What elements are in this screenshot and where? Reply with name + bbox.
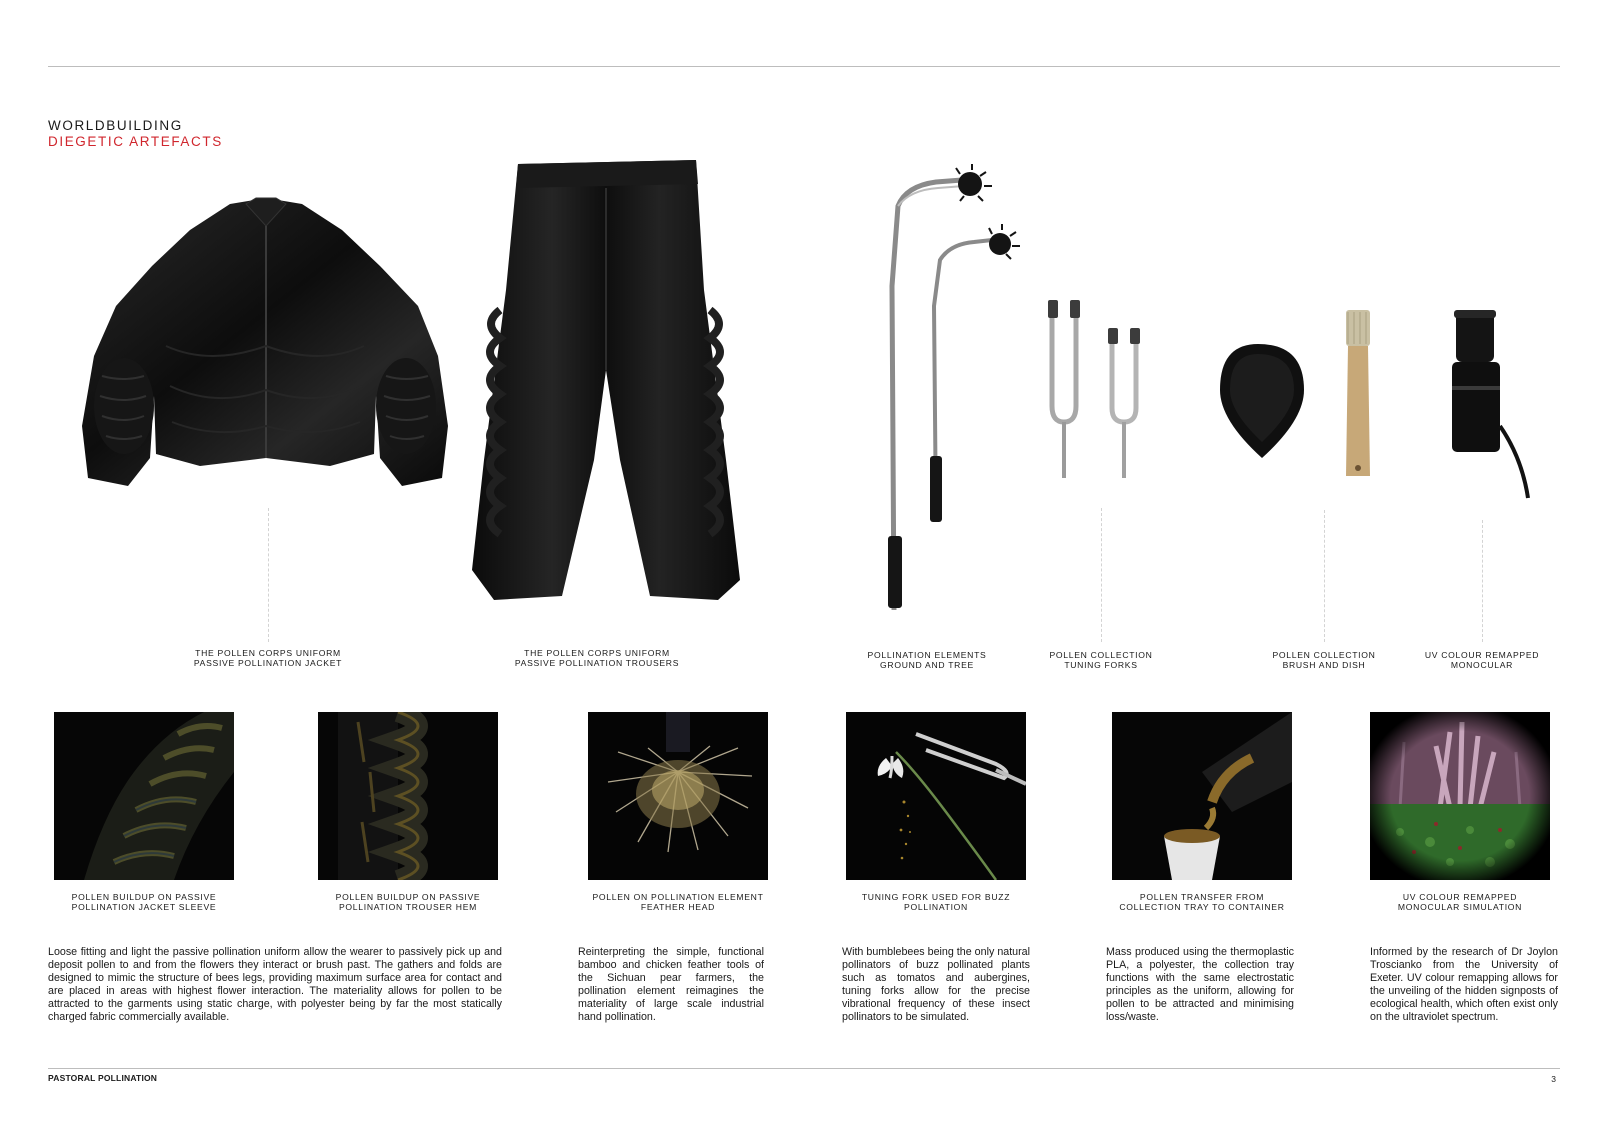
photo-monocular-simulation bbox=[1370, 712, 1550, 880]
caption-tuning-forks: POLLEN COLLECTION TUNING FORKS bbox=[1049, 650, 1153, 670]
caption-jacket-sleeve: POLLEN BUILDUP ON PASSIVE POLLINATION JACKET SLEEVE bbox=[71, 892, 217, 912]
brush-and-dish-image bbox=[1212, 308, 1398, 484]
paragraph-uniform: Loose fitting and light the passive pollination uniform allow the wearer to passively pick up and deposit pollen to and from the flowers they interact or brush past. The gathers and folds are designed to mimic the structure of bees legs, providing maximum surface area for contact and are placed in areas with highest flower interaction. The materiality allows for pollen to be attracted to the garments using static charge, with polyester being by far the most statically charged fabric commercially available. bbox=[48, 946, 502, 1024]
top-rule bbox=[48, 66, 1560, 67]
photo-jacket-sleeve bbox=[54, 712, 234, 880]
caption-monocular: UV COLOUR REMAPPED MONOCULAR bbox=[1424, 650, 1540, 670]
brush-leader-line bbox=[1324, 510, 1325, 642]
footer-page-number: 3 bbox=[1551, 1074, 1556, 1084]
caption-trousers: THE POLLEN CORPS UNIFORM PASSIVE POLLINATION TROUSERS bbox=[514, 648, 680, 668]
caption-trouser-hem: POLLEN BUILDUP ON PASSIVE POLLINATION TROUSER HEM bbox=[335, 892, 481, 912]
pollination-poles-image bbox=[880, 166, 1030, 622]
monocular-image bbox=[1448, 308, 1548, 504]
footer-project-name: PASTORAL POLLINATION bbox=[48, 1073, 158, 1083]
jacket-image bbox=[80, 196, 452, 492]
tuning-forks-image bbox=[1046, 298, 1150, 482]
photo-tuning-fork-flower bbox=[846, 712, 1026, 880]
caption-monocular-simulation: UV COLOUR REMAPPED MONOCULAR SIMULATION bbox=[1397, 892, 1523, 912]
caption-pollen-transfer: POLLEN TRANSFER FROM COLLECTION TRAY TO CONTAINER bbox=[1119, 892, 1285, 912]
forks-leader-line bbox=[1101, 508, 1102, 642]
caption-pollination-elements: POLLINATION ELEMENTS GROUND AND TREE bbox=[867, 650, 987, 670]
caption-feather-head: POLLEN ON POLLINATION ELEMENT FEATHER HEAD bbox=[592, 892, 764, 912]
bottom-rule bbox=[48, 1068, 1560, 1069]
monocular-leader-line bbox=[1482, 520, 1483, 642]
caption-tuning-fork-flower: TUNING FORK USED FOR BUZZ POLLINATION bbox=[861, 892, 1011, 912]
photo-feather-head bbox=[588, 712, 768, 880]
caption-brush-and-dish: POLLEN COLLECTION BRUSH AND DISH bbox=[1272, 650, 1376, 670]
jacket-leader-line bbox=[268, 508, 269, 642]
section-title: WORLDBUILDING bbox=[48, 118, 183, 133]
paragraph-collection-tray: Mass produced using the thermoplastic PLA, a polyester, the collection tray functions with the same electrostatic principles as the uniform, allowing for pollen to be attracted and minimising loss/waste. bbox=[1106, 946, 1294, 1024]
caption-jacket: THE POLLEN CORPS UNIFORM PASSIVE POLLINATION JACKET bbox=[193, 648, 343, 668]
photo-trouser-hem bbox=[318, 712, 498, 880]
trousers-image bbox=[470, 160, 752, 612]
paragraph-pollination-element: Reinterpreting the simple, functional bamboo and chicken feather tools of the Sichuan pear farmers, the pollination element reimagines the materiality of large scale industrial hand pollination. bbox=[578, 946, 764, 1024]
section-subtitle: DIEGETIC ARTEFACTS bbox=[48, 134, 223, 149]
paragraph-monocular: Informed by the research of Dr Joylon Troscianko from the University of Exeter. UV colour remapping allows for the unveiling of the hidden signposts of ecological health, which often exist only on the ultraviolet spectrum. bbox=[1370, 946, 1558, 1024]
paragraph-tuning-forks: With bumblebees being the only natural pollinators of buzz pollinated plants such as tomatos and aubergines, tuning forks allow for the precise vibrational frequency of these insect pollinators to be simulated. bbox=[842, 946, 1030, 1024]
photo-pollen-transfer bbox=[1112, 712, 1292, 880]
